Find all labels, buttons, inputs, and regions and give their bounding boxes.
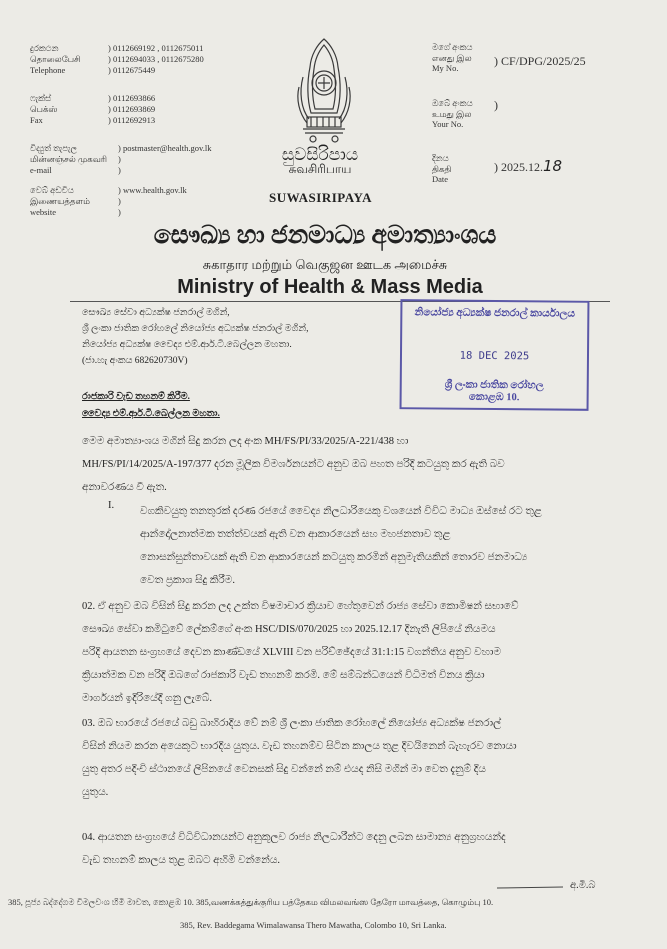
received-stamp	[400, 299, 590, 411]
email-row	[30, 143, 250, 179]
paragraph-line: වගකිවයුතු තනතුරක් දරණ රජයේ වෛද්‍ය නිලධාරියෙකු වශයෙන් විවිධ මාධ්‍ය ඔස්සේ රට තුළ	[140, 506, 542, 517]
subject-block	[82, 389, 220, 423]
paragraph-line: MH/FS/PI/14/2025/A-197/377 දරන මූලික විමර්ශනයන්ට අනුව ඔබ පහත පරිදි කටයුතු කර ඇති බව	[82, 459, 505, 470]
addressee-line: (ජා.හැ අංකය 682620730V)	[82, 356, 188, 366]
your-number-labels: ඔබේ අංකය உமது இல Your No.	[432, 98, 473, 129]
stamp-date: 18 DEC 2025	[459, 349, 530, 363]
website-row	[30, 185, 250, 221]
date-value	[494, 157, 563, 175]
telephone-values: ) 0112669192 , 0112675011 ) 0112694033 , 0112675280 ) 0112675449	[108, 43, 204, 75]
paragraph-line: ආන්දෝලනාත්මක තත්ත්වයක් ඇති වන ආකාරයෙන් සහ මහජනතාව තුළ	[140, 529, 451, 540]
item-paragraph	[140, 500, 610, 592]
paragraph-line: පරිදි ආයතන සංග්‍රහයේ දෙවන කාණ්ඩයේ XLVIII වන පරිච්ඡේදයේ 31:1:15 වගන්තිය අනුව වහාම	[82, 647, 502, 658]
paragraph-line: යුතු අතර පදිංචි ස්ථානයේ ලිපිනයේ වෙනසක් සිදු වන්නේ නම් එයද නිසි මගින් මා වෙත දැනුම් දිය	[82, 764, 486, 775]
stamp-city: කොළඹ 10.	[468, 391, 520, 404]
subject-line: වෛද්‍ය එම්.ආර්.ටී.බෙල්ලන මහතා.	[82, 409, 220, 419]
initials-line-icon	[495, 882, 565, 892]
fax-labels: ෆැක්ස් பெக்ஸ் Fax	[30, 93, 58, 125]
addressee-line: නියෝජ්‍ය අධ්‍යක්ෂ වෛද්‍ය එම්.ආර්.ටී.බෙල්ලන මහතා.	[82, 340, 292, 350]
footer-address-si-ta: 385, පූජ්‍ය බද්දේගම විමලවංශ හිමි මාවත, කොළඹ 10. 385,வணக்கத்துக்குரிய பத்தேகம விமலவங்ஸ தேரோ மாவத்தை, கொழும்பு 10.	[8, 897, 494, 907]
paragraph-line: මෙම අමාත්‍යාංශය මගින් සිදු කරන ලද අංක MH/FS/PI/33/2025/A-221/438 හා	[82, 436, 409, 447]
my-number-labels: මගේ අංකය எனது இல My No.	[432, 42, 473, 73]
telephone-row	[30, 43, 230, 79]
addressee-line: සෞඛ්‍ය සේවා අධ්‍යක්ෂ ජනරාල් මගින්,	[82, 308, 230, 318]
addressee-block	[82, 305, 402, 369]
email-labels: විද්‍යුත් තැපැල மின்னஞ்சல் முகவரி e-mail	[30, 143, 107, 175]
paragraph-line: විසින් නියම කරන අයෙකුට භාරදිය යුතුය. වැඩ තහනම්ව සිටින කාලය තුළ දිවයිනෙන් බැහැරව නොයා	[82, 741, 517, 752]
intro-paragraph	[82, 430, 612, 499]
brand-english: SUWASIRIPAYA	[268, 190, 373, 205]
stamp-hospital-name: ශ්‍රී ලංකා ජාතික රෝහල	[444, 379, 544, 392]
your-number-row	[432, 98, 652, 134]
date-labels: දිනය திகதி Date	[432, 153, 452, 184]
stamp-hospital	[402, 379, 587, 405]
website-labels: වෙබ් අඩවිය இணையத்தளம் website	[30, 185, 90, 217]
item-number: I.	[108, 500, 115, 511]
brand-sinhala: සුවසිරිපාය	[281, 145, 359, 164]
paragraph-line: 03. ඔබ භාරයේ රජයේ බඩු බාහිරාදිය වේ නම් ශ්‍රී ලංකා ජාතික රෝහලේ නියෝජ්‍ය අධ්‍යක්ෂ ජනරාල්	[82, 718, 502, 729]
initials: අ.මි.බ	[570, 880, 596, 891]
ministry-name-tamil: சுகாதார மற்றும் வெகுஜன ஊடக அமைச்சு	[202, 257, 448, 272]
paragraph-line: වෙත ප්‍රකාශ සිදු කිරීම.	[140, 575, 235, 586]
paragraph-line: මාර්ගයන් ඉදිරියේදී ගනු ලැබේ.	[82, 693, 212, 704]
stamp-office: නියෝජ්‍ය අධ්‍යක්ෂ ජනරාල් කාර්යාලය	[414, 307, 576, 320]
paragraph-line: අනාවරණය වී ඇත.	[82, 482, 167, 493]
paragraph-04	[82, 826, 612, 872]
paragraph-line: 04. ආයතන සංග්‍රහයේ විධිවිධානයන්ට අනුකූලව රාජ්‍ය නිලධාරීන්ට දෙනු ලබන සාමාන්‍ය අනුග්‍රහයන්ද	[82, 832, 506, 843]
sri-lanka-emblem-icon	[293, 37, 355, 147]
paragraph-02	[82, 595, 612, 710]
paragraph-line: යුතුය.	[82, 787, 109, 798]
paragraph-line: ක්‍රියාත්මක වන පරිදි ඔබගේ රාජකාරි වැඩ තහනම් කරමි. මේ සම්බන්ධයෙන් විධිමත් විනය ක්‍රියා	[82, 670, 485, 681]
website-values: ) www.health.gov.lk ) )	[118, 185, 187, 217]
ministry-name-sinhala: සෞඛ්‍ය හා ජනමාධ්‍ය අමාත්‍යාංශය	[153, 222, 497, 249]
brand-tamil: சுவசிரிபாய	[288, 162, 352, 176]
telephone-labels: දුරකථන தொலைபேசி Telephone	[30, 43, 81, 75]
paragraph-03	[82, 712, 612, 804]
date-handwritten-day: 18	[543, 157, 563, 175]
fax-row	[30, 93, 230, 129]
email-values: ) postmaster@health.gov.lk ) )	[118, 143, 212, 175]
subject-line: රාජකාරි වැඩ තහනම් කිරීම.	[82, 392, 190, 402]
your-number-value: )	[494, 98, 498, 112]
fax-values: ) 0112693866 ) 0112693869 ) 0112692913	[108, 93, 156, 125]
footer-address-en: 385, Rev. Baddegama Wimalawansa Thero Mawatha, Colombo 10, Sri Lanka.	[180, 920, 447, 930]
date-printed: ) 2025.12.	[494, 160, 543, 174]
paragraph-line: සෞඛ්‍ය සේවා කමිටුවේ ලේකම්ගේ අංක HSC/DIS/070/2025 හා 2025.12.17 දිනැති ලිපියේ නියමය	[82, 624, 496, 635]
paragraph-line: වැඩ තහනම් කාලය තුළ ඔබට අහිමි වන්නේය.	[82, 855, 280, 866]
my-number-value: ) CF/DPG/2025/25	[494, 54, 586, 68]
paragraph-line: 02. ඒ අනුව ඔබ විසින් සිදු කරන ලද උක්ත විෂමාචාර ක්‍රියාව හේතුවෙන් රාජ්‍ය සේවා කොමිෂන් සභාවේ	[82, 601, 519, 612]
addressee-line: ශ්‍රී ලංකා ජාතික රෝහලේ නියෝජ්‍ය අධ්‍යක්ෂ ජනරාල් මගින්,	[82, 324, 309, 334]
ministry-name-english: Ministry of Health & Mass Media	[177, 276, 483, 298]
date-row	[432, 153, 652, 189]
paragraph-line: නොසන්සුන්තාවයක් ඇති වන ආකාරයෙන් කටයුතු කරමින් අනුමැතියකින් තොරව ජනමාධ්‍ය	[140, 552, 528, 563]
my-number-row	[432, 42, 652, 78]
